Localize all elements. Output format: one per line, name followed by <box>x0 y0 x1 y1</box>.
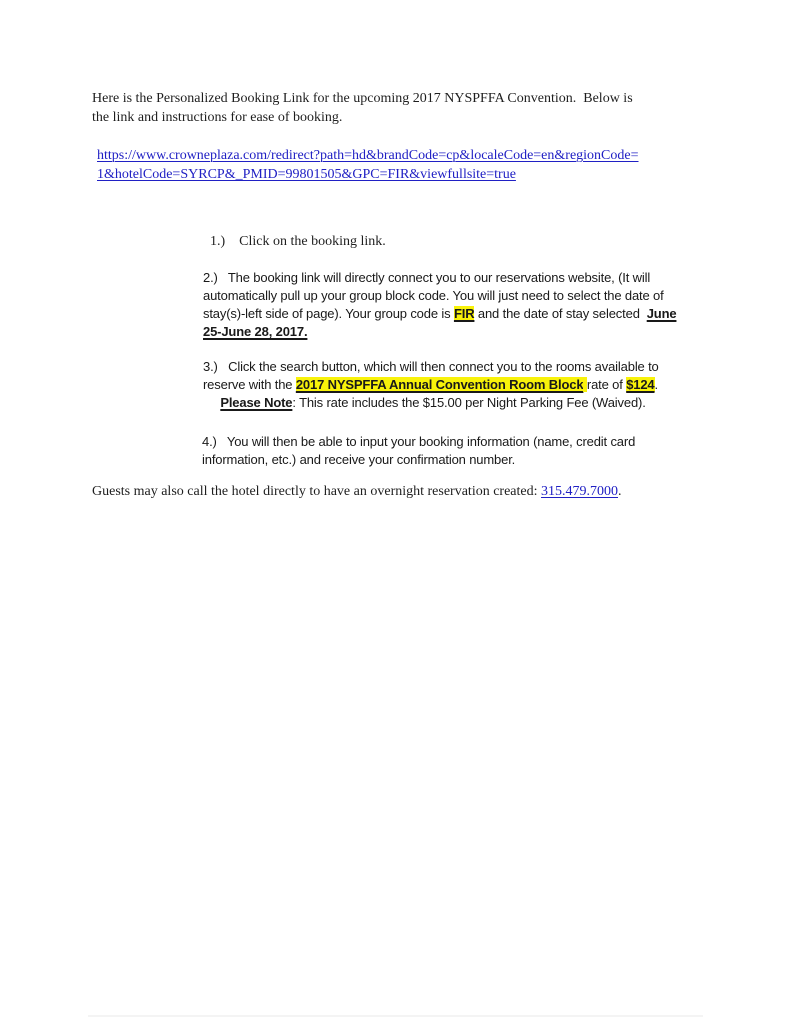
text-segment: the link and instructions for ease of booking. <box>92 110 343 125</box>
booking-link-paragraph <box>97 146 639 184</box>
text-segment: Here is the Personalized Booking Link for the upcoming 2017 NYSPFFA Convention. Below is <box>92 91 633 106</box>
step-2-reservations-website <box>203 269 676 341</box>
rate-highlight: $124 <box>626 377 655 392</box>
text-segment: and the date of stay selected <box>474 306 647 321</box>
text-segment: : This rate includes the $15.00 per Night Parking Fee (Waived). <box>292 395 646 410</box>
text-segment: 4.) You will then be able to input your booking information (name, credit card <box>202 434 636 449</box>
footer-paragraph <box>92 482 622 501</box>
text-segment: information, etc.) and receive your confirmation number. <box>202 452 516 467</box>
text-segment: Guests may also call the hotel directly to have an overnight reservation created: <box>92 484 542 499</box>
group-code-highlight: FIR <box>453 306 475 321</box>
booking-url-line-1[interactable]: https://www.crowneplaza.com/redirect?path=hd&brandCode=cp&localeCode=en&regionCode= <box>97 148 639 163</box>
text-segment: automatically pull up your group block code. You will just need to select the date of <box>203 288 664 303</box>
text-segment: June <box>646 306 677 321</box>
page-bottom-edge <box>88 1015 703 1017</box>
room-block-highlight: 2017 NYSPFFA Annual Convention Room Block <box>295 377 584 392</box>
step-3-search-button <box>203 358 659 412</box>
text-segment: 3.) Click the search button, which will then connect you to the rooms available to <box>203 359 659 374</box>
step-4-booking-information <box>202 433 635 469</box>
text-segment <box>203 395 220 410</box>
text-segment: stay(s)-left side of page). Your group code is <box>203 306 454 321</box>
text-segment: Please Note <box>220 395 293 410</box>
text-segment: 2.) The booking link will directly connect you to our reservations website, (It will <box>203 270 651 285</box>
text-segment: rate of <box>586 377 627 392</box>
text-segment: . <box>618 484 622 499</box>
text-segment: 1.) Click on the booking link. <box>210 234 386 249</box>
stay-dates: 25-June 28, 2017. <box>203 324 308 339</box>
text-segment: reserve with the <box>203 377 296 392</box>
booking-url-line-2[interactable]: 1&hotelCode=SYRCP&_PMID=99801505&GPC=FIR&viewfullsite=true <box>97 167 516 182</box>
step-1-click-link <box>210 232 386 251</box>
text-segment: . <box>654 377 658 392</box>
intro-paragraph <box>92 89 633 127</box>
phone-link[interactable]: 315.479.7000 <box>541 484 619 499</box>
